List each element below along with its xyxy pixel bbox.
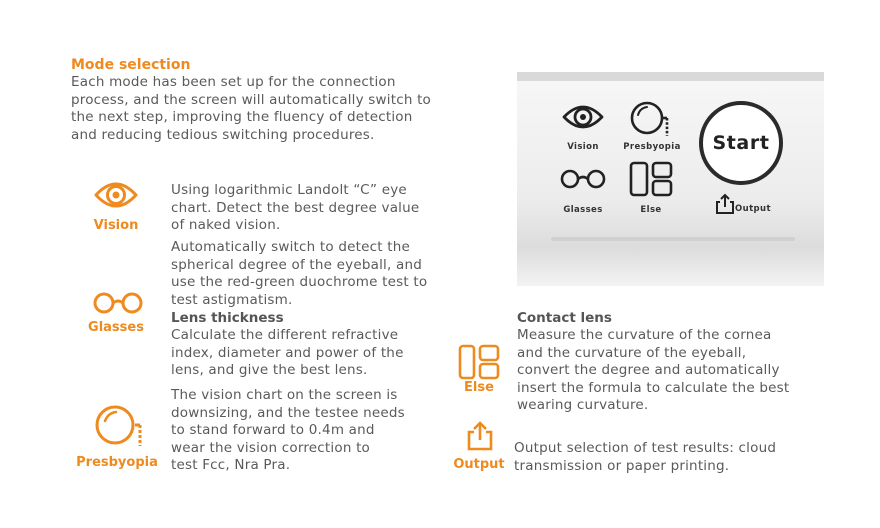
text-line: convert the degree and automatically: [517, 362, 780, 378]
text-line: downsizing, and the testee needs: [171, 404, 405, 421]
text-line: process, and the screen will automatically switch to: [71, 91, 432, 108]
device-glasses-label: Glasses: [563, 205, 603, 215]
start-button[interactable]: [699, 101, 783, 185]
glasses-icon: [91, 291, 145, 315]
device-progress-bar: [551, 237, 795, 241]
device-vision-icon[interactable]: [560, 99, 606, 135]
text-line: use the red-green duochrome test to: [171, 274, 428, 290]
device-glasses-icon[interactable]: [559, 168, 607, 190]
lens-thickness-title: Lens thickness: [171, 310, 284, 326]
text-line: Each mode has been set up for the connection: [71, 74, 396, 90]
device-output-label: Output: [735, 204, 771, 214]
text-line: Measure the curvature of the cornea: [517, 327, 772, 343]
text-line: index, diameter and power of the: [171, 344, 404, 361]
text-line: spherical degree of the eyeball, and: [171, 256, 422, 273]
device-else-label: Else: [640, 205, 662, 215]
contact-lens-title: Contact lens: [517, 310, 612, 326]
text-line: Output selection of test results: cloud: [514, 440, 777, 456]
text-line: transmission or paper printing.: [514, 457, 730, 474]
glasses-description: [171, 239, 461, 309]
text-line: chart. Detect the best degree value: [171, 199, 420, 216]
glasses-label: Glasses: [88, 320, 144, 335]
text-line: Using logarithmic Landolt “C” eye: [171, 182, 407, 198]
text-line: of naked vision.: [171, 217, 281, 233]
text-line: to stand forward to 0.4m and: [171, 422, 375, 438]
start-label: Start: [712, 132, 770, 154]
text-line: lens, and give the best lens.: [171, 362, 368, 378]
text-line: test Fcc, Nra Pra.: [171, 457, 291, 473]
else-label: Else: [464, 380, 494, 395]
text-line: and reducing tedious switching procedures.: [71, 126, 375, 143]
output-description: [514, 440, 834, 475]
mode-selection-description: [71, 74, 471, 144]
text-line: Automatically switch to detect the: [171, 239, 410, 255]
text-line: Calculate the different refractive: [171, 327, 399, 343]
else-icon: [458, 344, 500, 380]
device-vision-label: Vision: [567, 142, 599, 152]
text-line: the next step, improving the fluency of detection: [71, 109, 413, 125]
device-screen: [517, 72, 824, 286]
output-label: Output: [453, 457, 505, 472]
presbyopia-icon: [94, 403, 146, 449]
text-line: wear the vision correction to: [171, 439, 371, 456]
text-line: wearing curvature.: [517, 397, 649, 413]
text-line: test astigmatism.: [171, 291, 293, 308]
vision-description: [171, 182, 461, 235]
output-icon: [466, 420, 494, 452]
text-line: The vision chart on the screen is: [171, 387, 398, 403]
device-else-icon[interactable]: [629, 161, 675, 197]
device-top-bar: [517, 72, 824, 81]
device-presbyopia-label: Presbyopia: [623, 142, 681, 152]
text-line: and the curvature of the eyeball,: [517, 344, 747, 361]
text-line: insert the formula to calculate the best: [517, 379, 790, 396]
vision-icon: [92, 175, 140, 215]
vision-label: Vision: [93, 218, 139, 233]
device-presbyopia-icon[interactable]: [628, 100, 674, 140]
lens-thickness-description: [171, 327, 461, 380]
presbyopia-label: Presbyopia: [76, 455, 158, 470]
device-output-icon[interactable]: [715, 193, 735, 215]
mode-selection-title: Mode selection: [71, 57, 191, 73]
contact-lens-description: [517, 327, 837, 415]
presbyopia-description: [171, 387, 461, 475]
